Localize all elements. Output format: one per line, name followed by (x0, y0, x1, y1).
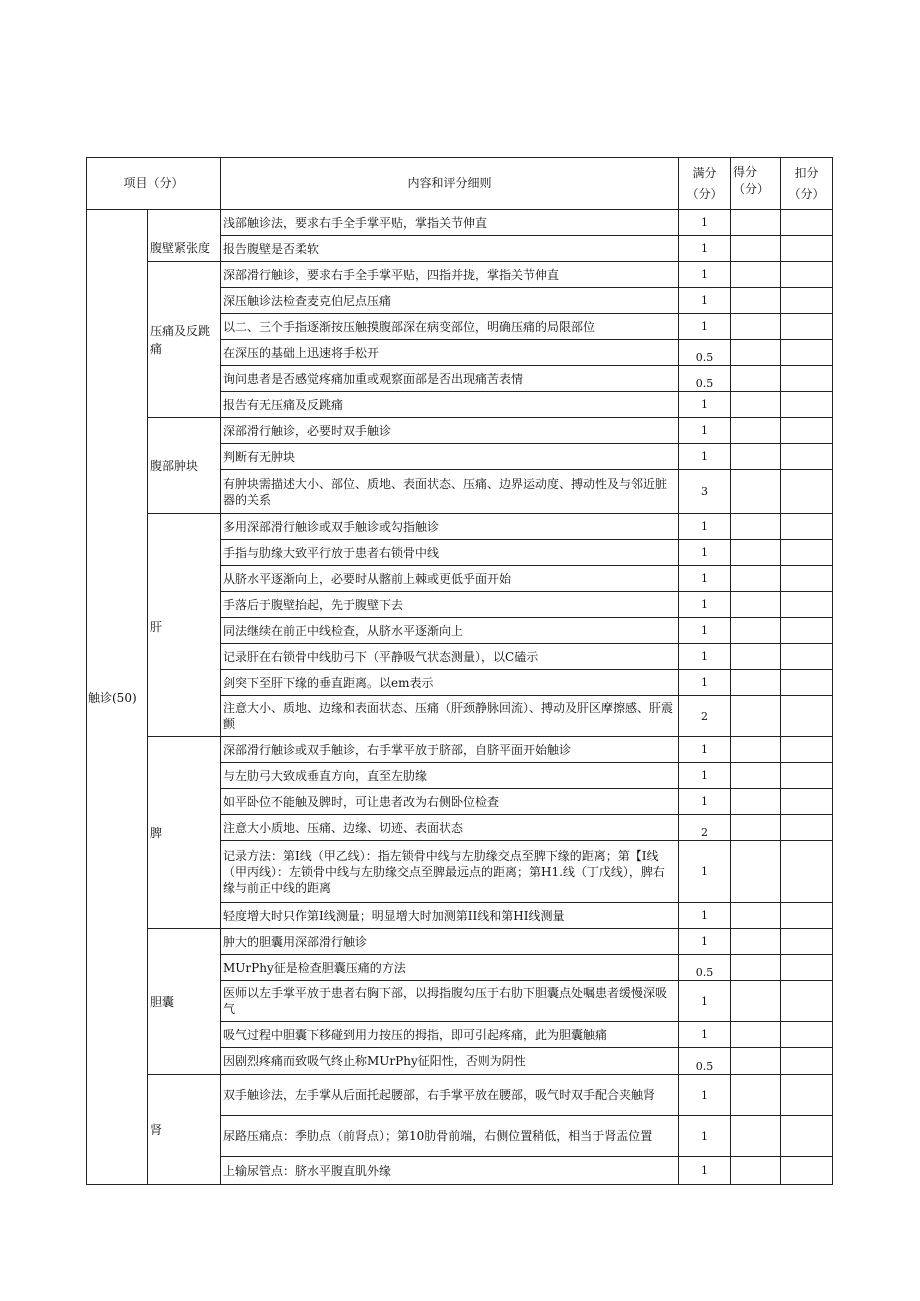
header-full-score-unit: （分） (686, 186, 723, 201)
header-row (87, 158, 833, 210)
obtained-score-cell[interactable] (731, 340, 781, 366)
deduct-score-cell[interactable] (781, 592, 833, 618)
category-cell: 触诊(50) (87, 210, 148, 1185)
obtained-score-cell[interactable] (731, 288, 781, 314)
criterion-text: 浅部触诊法，要求右手全手掌平贴，掌指关节伸直 (221, 210, 679, 236)
full-score-cell: 1 (679, 392, 731, 418)
scoring-table (86, 157, 833, 1185)
subgroup-cell: 腹部肿块 (148, 418, 221, 514)
deduct-score-cell[interactable] (781, 210, 833, 236)
full-score-cell: 1 (679, 903, 731, 929)
deduct-score-cell[interactable] (781, 763, 833, 789)
full-score-cell: 1 (679, 929, 731, 955)
obtained-score-cell[interactable] (731, 929, 781, 955)
deduct-score-cell[interactable] (781, 618, 833, 644)
header-deduct-score (781, 158, 833, 210)
deduct-score-cell[interactable] (781, 340, 833, 366)
deduct-score-cell[interactable] (781, 1075, 833, 1116)
full-score-cell: 1 (679, 1116, 731, 1157)
criterion-text: 多用深部滑行触诊或双手触诊或勾指触诊 (221, 514, 679, 540)
deduct-score-cell[interactable] (781, 418, 833, 444)
deduct-score-cell[interactable] (781, 1022, 833, 1048)
deduct-score-cell[interactable] (781, 262, 833, 288)
deduct-score-cell[interactable] (781, 566, 833, 592)
deduct-score-cell[interactable] (781, 644, 833, 670)
criterion-text: 与左肋弓大致成垂直方向，直至左肋缘 (221, 763, 679, 789)
obtained-score-cell[interactable] (731, 1157, 781, 1185)
obtained-score-cell[interactable] (731, 696, 781, 737)
obtained-score-cell[interactable] (731, 392, 781, 418)
full-score-cell: 1 (679, 210, 731, 236)
deduct-score-cell[interactable] (781, 955, 833, 981)
criterion-text: 有肿块需描述大小、部位、质地、表面状态、压痛、边界运动度、搏动性及与邻近脏器的关系 (221, 470, 679, 514)
criterion-text: 双手触诊法，左手掌从后面托起腰部，右手掌平放在腰部，吸气时双手配合夹触肾 (221, 1075, 679, 1116)
full-score-cell: 0.5 (679, 340, 731, 366)
table-row (87, 737, 833, 763)
full-score-cell: 0.5 (679, 366, 731, 392)
obtained-score-cell[interactable] (731, 566, 781, 592)
criterion-text: 深部滑行触诊，必要时双手触诊 (221, 418, 679, 444)
full-score-cell: 1 (679, 514, 731, 540)
header-obtained-score-unit: （分） (733, 182, 770, 196)
obtained-score-cell[interactable] (731, 1075, 781, 1116)
deduct-score-cell[interactable] (781, 929, 833, 955)
deduct-score-cell[interactable] (781, 314, 833, 340)
table-row (87, 418, 833, 444)
criterion-text: 深部滑行触诊，要求右手全手掌平贴，四指并拢，掌指关节伸直 (221, 262, 679, 288)
obtained-score-cell[interactable] (731, 470, 781, 514)
criterion-text: 吸气过程中胆囊下移碰到用力按压的拇指，即可引起疼痛，此为胆囊触痛 (221, 1022, 679, 1048)
table-row (87, 929, 833, 955)
subgroup-cell: 胆囊 (148, 929, 221, 1075)
criterion-text: MUrPhy征是检查胆囊压痛的方法 (221, 955, 679, 981)
full-score-cell: 0.5 (679, 1048, 731, 1075)
subgroup-cell: 肾 (148, 1075, 221, 1185)
criterion-text: 医师以左手掌平放于患者右胸下部，以拇指腹勾压于右肋下胆囊点处嘱患者缓慢深吸气 (221, 981, 679, 1022)
obtained-score-cell[interactable] (731, 670, 781, 696)
obtained-score-cell[interactable] (731, 540, 781, 566)
deduct-score-cell[interactable] (781, 670, 833, 696)
table-row (87, 1075, 833, 1116)
full-score-cell: 1 (679, 236, 731, 262)
criterion-text: 手落后于腹壁抬起，先于腹壁下去 (221, 592, 679, 618)
deduct-score-cell[interactable] (781, 696, 833, 737)
header-item: 项目（分） (87, 158, 221, 210)
full-score-cell: 3 (679, 470, 731, 514)
criterion-text: 注意大小、质地、边缘和表面状态、压痛（肝颈静脉回流）、搏动及肝区摩擦感、肝震颤 (221, 696, 679, 737)
criterion-text: 询问患者是否感觉疼痛加重或观察面部是否出现痛苦表情 (221, 366, 679, 392)
obtained-score-cell[interactable] (731, 592, 781, 618)
full-score-cell: 1 (679, 644, 731, 670)
full-score-cell: 1 (679, 618, 731, 644)
header-deduct-score-unit: （分） (788, 186, 825, 201)
header-deduct-score-label: 扣分 (794, 165, 819, 180)
criterion-text: 剑突下至肝下缘的垂直距离。以em表示 (221, 670, 679, 696)
full-score-cell: 1 (679, 314, 731, 340)
deduct-score-cell[interactable] (781, 1048, 833, 1075)
header-obtained-score (731, 158, 781, 210)
deduct-score-cell[interactable] (781, 444, 833, 470)
full-score-cell: 1 (679, 981, 731, 1022)
table-row (87, 262, 833, 288)
deduct-score-cell[interactable] (781, 737, 833, 763)
full-score-cell: 1 (679, 444, 731, 470)
full-score-cell: 1 (679, 418, 731, 444)
full-score-cell: 1 (679, 1022, 731, 1048)
deduct-score-cell[interactable] (781, 236, 833, 262)
obtained-score-cell[interactable] (731, 366, 781, 392)
header-content: 内容和评分细则 (221, 158, 679, 210)
obtained-score-cell[interactable] (731, 514, 781, 540)
obtained-score-cell[interactable] (731, 644, 781, 670)
full-score-cell: 1 (679, 540, 731, 566)
full-score-cell: 1 (679, 592, 731, 618)
criterion-text: 记录方法：第I线（甲乙线）：指左锁骨中线与左肋缘交点至脾下缘的距离；第【I线（甲丙线）：左锁骨中线与左肋缘交点至脾最远点的距离；第H1.线（丁戊线），脾右缘与前正中线的距离 (221, 841, 679, 903)
obtained-score-cell[interactable] (731, 1022, 781, 1048)
deduct-score-cell[interactable] (781, 392, 833, 418)
obtained-score-cell[interactable] (731, 763, 781, 789)
criterion-text: 上输尿管点：脐水平腹直肌外缘 (221, 1157, 679, 1185)
obtained-score-cell[interactable] (731, 841, 781, 903)
obtained-score-cell[interactable] (731, 737, 781, 763)
full-score-cell: 1 (679, 841, 731, 903)
criterion-text: 如平卧位不能触及脾时，可让患者改为右侧卧位检查 (221, 789, 679, 815)
criterion-text: 注意大小质地、压痛、边缘、切迹、表面状态 (221, 815, 679, 841)
criterion-text: 轻度增大时只作第I线测量；明显增大时加测第II线和第HI线测量 (221, 903, 679, 929)
full-score-cell: 1 (679, 1157, 731, 1185)
deduct-score-cell[interactable] (781, 981, 833, 1022)
subgroup-cell: 肝 (148, 514, 221, 737)
header-full-score-label: 满分 (692, 165, 717, 180)
header-obtained-score-label: 得分 (733, 165, 758, 179)
obtained-score-cell[interactable] (731, 262, 781, 288)
obtained-score-cell[interactable] (731, 236, 781, 262)
subgroup-cell: 压痛及反跳痛 (148, 262, 221, 418)
full-score-cell: 2 (679, 696, 731, 737)
deduct-score-cell[interactable] (781, 1116, 833, 1157)
criterion-text: 因剧烈疼痛而致吸气终止称MUrPhy征阳性，否则为阴性 (221, 1048, 679, 1075)
deduct-score-cell[interactable] (781, 789, 833, 815)
obtained-score-cell[interactable] (731, 1116, 781, 1157)
deduct-score-cell[interactable] (781, 288, 833, 314)
criterion-text: 报告腹壁是否柔软 (221, 236, 679, 262)
full-score-cell: 1 (679, 670, 731, 696)
criterion-text: 在深压的基础上迅速将手松开 (221, 340, 679, 366)
obtained-score-cell[interactable] (731, 210, 781, 236)
table-body (87, 210, 833, 1185)
obtained-score-cell[interactable] (731, 955, 781, 981)
subgroup-cell: 腹壁紧张度 (148, 210, 221, 262)
obtained-score-cell[interactable] (731, 789, 781, 815)
deduct-score-cell[interactable] (781, 366, 833, 392)
criterion-text: 判断有无肿块 (221, 444, 679, 470)
obtained-score-cell[interactable] (731, 903, 781, 929)
deduct-score-cell[interactable] (781, 514, 833, 540)
criterion-text: 同法继续在前正中线检查，从脐水平逐渐向上 (221, 618, 679, 644)
obtained-score-cell[interactable] (731, 418, 781, 444)
deduct-score-cell[interactable] (781, 540, 833, 566)
obtained-score-cell[interactable] (731, 815, 781, 841)
full-score-cell: 1 (679, 737, 731, 763)
full-score-cell: 1 (679, 763, 731, 789)
obtained-score-cell[interactable] (731, 314, 781, 340)
deduct-score-cell[interactable] (781, 815, 833, 841)
criterion-text: 报告有无压痛及反跳痛 (221, 392, 679, 418)
deduct-score-cell[interactable] (781, 1157, 833, 1185)
table-row (87, 514, 833, 540)
full-score-cell: 2 (679, 815, 731, 841)
full-score-cell: 1 (679, 566, 731, 592)
criterion-text: 尿路压痛点：季肋点（前肾点）；第10肋骨前端，右侧位置稍低，相当于肾盂位置 (221, 1116, 679, 1157)
criterion-text: 深压触诊法检查麦克伯尼点压痛 (221, 288, 679, 314)
obtained-score-cell[interactable] (731, 1048, 781, 1075)
full-score-cell: 1 (679, 262, 731, 288)
table-row (87, 210, 833, 236)
full-score-cell: 0.5 (679, 955, 731, 981)
criterion-text: 从脐水平逐渐向上，必要时从髂前上棘或更低乎面开始 (221, 566, 679, 592)
subgroup-cell: 脾 (148, 737, 221, 929)
criterion-text: 深部滑行触诊或双手触诊，右手掌平放于脐部，自脐平面开始触诊 (221, 737, 679, 763)
criterion-text: 记录肝在右锁骨中线肋弓下（平静吸气状态测量），以C磕示 (221, 644, 679, 670)
obtained-score-cell[interactable] (731, 444, 781, 470)
full-score-cell: 1 (679, 789, 731, 815)
deduct-score-cell[interactable] (781, 903, 833, 929)
criterion-text: 肿大的胆囊用深部滑行触诊 (221, 929, 679, 955)
criterion-text: 手指与肋缘大致平行放于患者右锁骨中线 (221, 540, 679, 566)
full-score-cell: 1 (679, 288, 731, 314)
deduct-score-cell[interactable] (781, 470, 833, 514)
obtained-score-cell[interactable] (731, 618, 781, 644)
obtained-score-cell[interactable] (731, 981, 781, 1022)
header-full-score (679, 158, 731, 210)
full-score-cell: 1 (679, 1075, 731, 1116)
criterion-text: 以二、三个手指逐渐按压触摸腹部深在病变部位，明确压痛的局限部位 (221, 314, 679, 340)
deduct-score-cell[interactable] (781, 841, 833, 903)
